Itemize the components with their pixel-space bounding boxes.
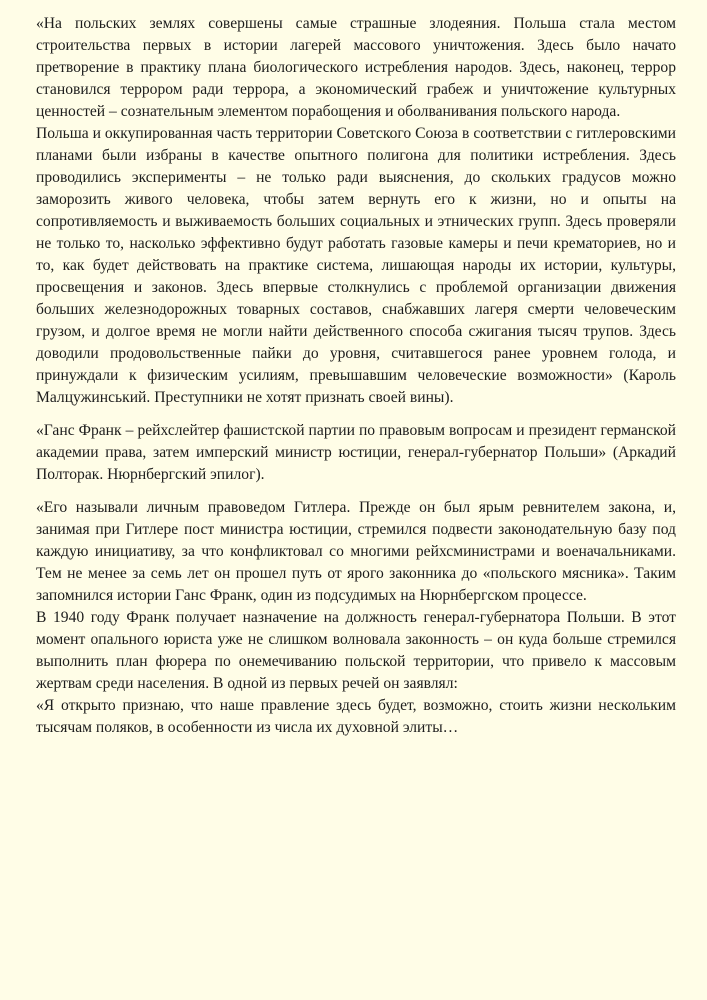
paragraph: Польша и оккупированная часть территории Советского Союза в соответствии с гитлеровскими планами были избраны в качестве опытного полигона для политики истребления. Здесь проводились эксперименты – не только ради выяснения, до скольких градусов можно заморозить живого человека, чтобы затем вернуть его к жизни, но и опыты на сопротивляемость и выживаемость больших социальных и этнических групп. Здесь проверяли не только то, насколько эффективно будут работать газовые камеры и печи крематориев, но и то, как будет действовать на практике система, лишающая народы их истории, культуры, просвещения и законов. Здесь впервые столкнулись с проблемой организации движения больших железнодорожных товарных составов, снабжавших лагеря смерти человеческим грузом, и долгое время не могли найти действенного способа сжигания тысяч трупов. Здесь доводили продовольственные пайки до уровня, считавшегося ранее уровнем голода, и принуждали к физическим усилиям, превышавшим человеческие возможности» (Кароль Малцужинський. Преступники не хотят признать своей вины). (36, 125, 676, 406)
paragraph: «Я открыто признаю, что наше правление здесь будет, возможно, стоить жизни нескольким тысячам поляков, в особенности из числа их духовной элиты… (36, 697, 676, 736)
paragraph-gap (36, 486, 676, 497)
document-page (36, 13, 676, 739)
paragraph: «Его называли личным правоведом Гитлера. Прежде он был ярым ревнителем закона, и, занимая при Гитлере пост министра юстиции, стремился подвести законодательную базу под каждую инициативу, за что конфликтовал со многими рейхсминистрами и военачальниками. Тем не менее за семь лет он прошел путь от ярого законника до «польского мясника». Таким запомнился истории Ганс Франк, один из подсудимых на Нюрнбергском процессе. (36, 499, 676, 604)
paragraph: «На польских землях совершены самые страшные злодеяния. Польша стала местом строительства первых в истории лагерей массового уничтожения. Здесь было начато претворение в практику плана биологического истребления народов. Здесь, наконец, террор становился террором ради террора, а экономический грабеж и уничтожение культурных ценностей – сознательным элементом порабощения и оболванивания польского народа. (36, 15, 676, 120)
paragraph: В 1940 году Франк получает назначение на должность генерал-губернатора Польши. В этот момент опального юриста уже не слишком волновала законность – он куда больше стремился выполнить план фюрера по онемечиванию польской территории, что привело к массовым жертвам среди населения. В одной из первых речей он заявлял: (36, 609, 676, 692)
paragraph-gap (36, 409, 676, 420)
paragraph: «Ганс Франк – рейхслейтер фашистской партии по правовым вопросам и президент германской академии права, затем имперский министр юстиции, генерал-губернатор Польши» (Аркадий Полторак. Нюрнбергский эпилог). (36, 422, 676, 483)
